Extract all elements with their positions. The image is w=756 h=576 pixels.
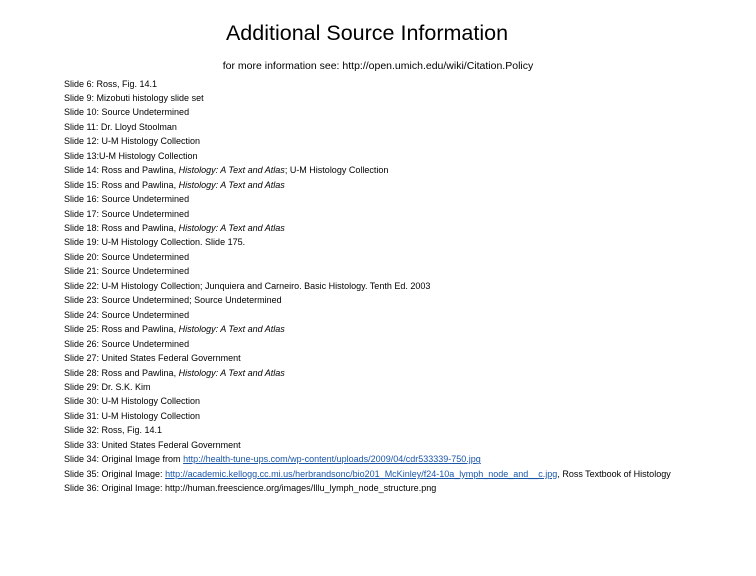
credit-slide-30: Slide 30: U-M Histology Collection	[64, 396, 201, 407]
book-title: Histology: A Text and Atlas	[178, 179, 285, 190]
credit-prefix: Slide 18: Ross and Pawlina,	[64, 223, 179, 234]
page-title: Additional Source Information	[225, 21, 509, 45]
credit-slide-22: Slide 22: U-M Histology Collection; Junquiera and Carneiro. Basic Histology. Tenth Ed. 2003	[64, 280, 431, 291]
credit-slide-27: Slide 27: United States Federal Government	[64, 353, 241, 364]
credit-slide-28	[64, 366, 704, 380]
credit-slide-35	[64, 467, 704, 481]
credit-slide-20: Slide 20: Source Undetermined	[64, 251, 190, 262]
book-title: Histology: A Text and Atlas	[178, 165, 285, 176]
credit-slide-15	[64, 178, 704, 192]
credit-slide-18	[64, 221, 704, 235]
credit-suffix: ; U-M Histology Collection	[284, 165, 389, 176]
credit-slide-24: Slide 24: Source Undetermined	[64, 309, 190, 320]
credit-slide-13: Slide 13:U-M Histology Collection	[64, 150, 198, 161]
credit-slide-34	[64, 452, 704, 466]
credit-slide-9: Slide 9: Mizobuti histology slide set	[64, 92, 204, 103]
credit-slide-25	[64, 322, 704, 336]
credit-slide-29: Slide 29: Dr. S.K. Kim	[64, 382, 151, 393]
credit-slide-10: Slide 10: Source Undetermined	[64, 107, 190, 118]
image-source-link[interactable]: http://academic.kellogg.cc.mi.us/herbrandsonc/bio201_McKinley/f24-10a_lymph_node_and__c.jpg	[165, 468, 558, 479]
credit-slide-26: Slide 26: Source Undetermined	[64, 338, 190, 349]
credit-slide-32: Slide 32: Ross, Fig. 14.1	[64, 425, 163, 436]
credit-slide-14	[64, 163, 704, 177]
credit-slide-31: Slide 31: U-M Histology Collection	[64, 410, 201, 421]
credit-slide-11: Slide 11: Dr. Lloyd Stoolman	[64, 121, 177, 132]
subtitle	[0, 59, 756, 73]
citation-policy-url: http://open.umich.edu/wiki/Citation.Policy	[342, 60, 534, 72]
credit-slide-19: Slide 19: U-M Histology Collection. Slide 175.	[64, 237, 246, 248]
book-title: Histology: A Text and Atlas	[178, 367, 285, 378]
source-credits-list	[64, 77, 704, 496]
credit-slide-36: Slide 36: Original Image: http://human.freescience.org/images/Illu_lymph_node_structure.png	[64, 483, 437, 494]
credit-slide-21: Slide 21: Source Undetermined	[64, 266, 190, 277]
credit-prefix: Slide 15: Ross and Pawlina,	[64, 179, 179, 190]
credit-prefix: Slide 25: Ross and Pawlina,	[64, 324, 179, 335]
book-title: Histology: A Text and Atlas	[178, 324, 285, 335]
credit-prefix: Slide 28: Ross and Pawlina,	[64, 367, 179, 378]
subtitle-prefix: for more information see:	[222, 60, 343, 72]
credit-slide-23: Slide 23: Source Undetermined; Source Undetermined	[64, 295, 282, 306]
credit-prefix: Slide 34: Original Image from	[64, 454, 184, 465]
credit-slide-33: Slide 33: United States Federal Government	[64, 439, 241, 450]
credit-suffix: , Ross Textbook of Histology	[557, 468, 671, 479]
credit-slide-6: Slide 6: Ross, Fig. 14.1	[64, 78, 158, 89]
book-title: Histology: A Text and Atlas	[178, 223, 285, 234]
image-source-link[interactable]: http://health-tune-ups.com/wp-content/uploads/2009/04/cdr533339-750.jpg	[183, 454, 481, 465]
credit-slide-17: Slide 17: Source Undetermined	[64, 208, 190, 219]
credit-prefix: Slide 35: Original Image:	[64, 468, 166, 479]
credit-slide-16: Slide 16: Source Undetermined	[64, 194, 190, 205]
credit-prefix: Slide 14: Ross and Pawlina,	[64, 165, 179, 176]
credit-slide-12: Slide 12: U-M Histology Collection	[64, 136, 201, 147]
